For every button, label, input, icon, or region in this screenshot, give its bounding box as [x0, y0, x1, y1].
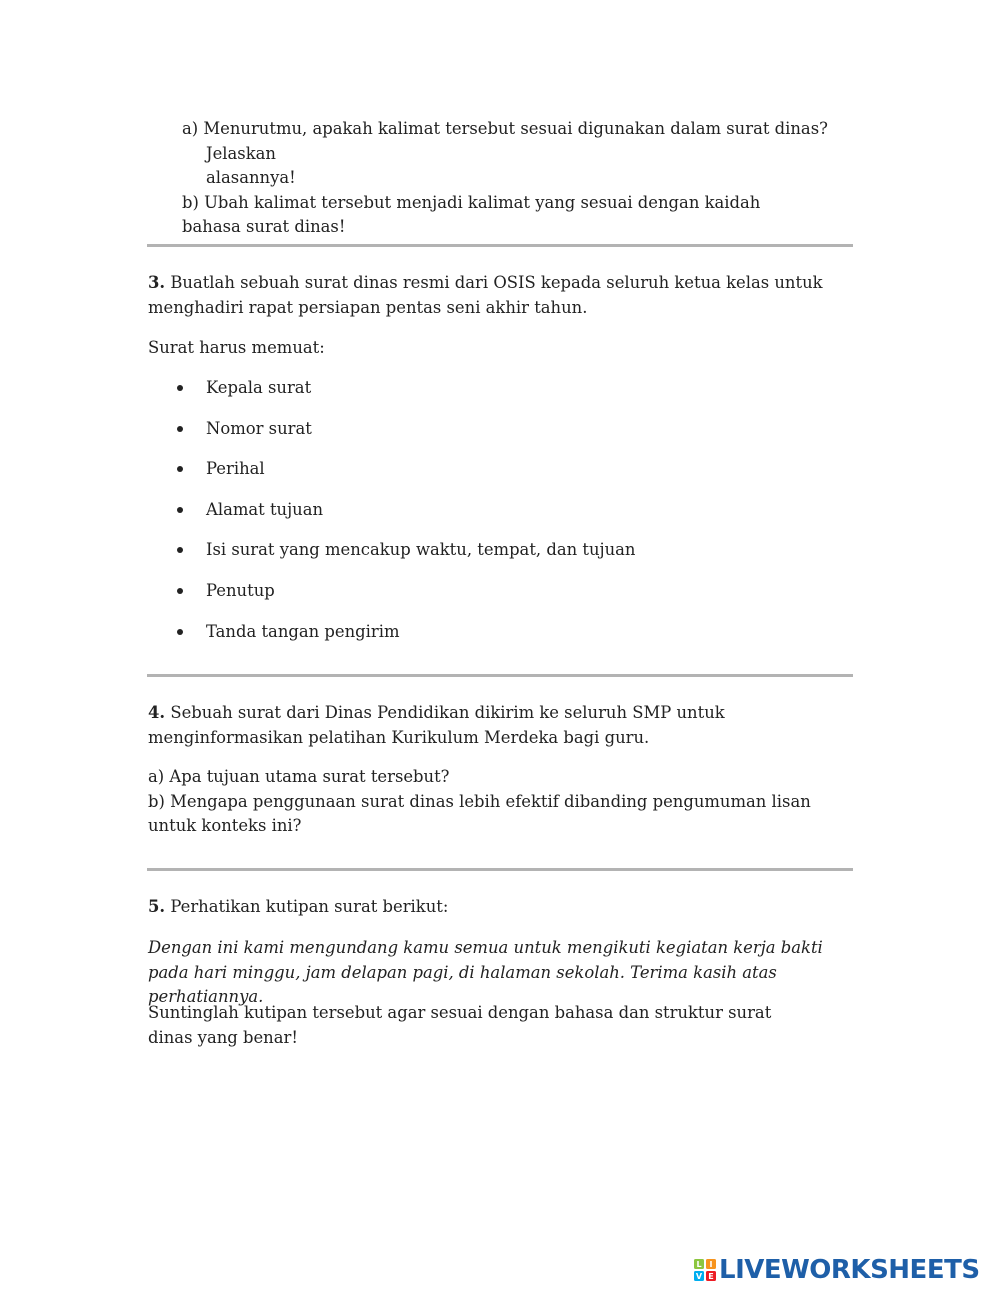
bullet-icon: [177, 629, 183, 635]
divider-3: [147, 868, 853, 871]
list-item-text: Nomor surat: [206, 418, 312, 438]
list-item-text: Alamat tujuan: [206, 499, 324, 519]
question-5-quote-text: Dengan ini kami mengundang kamu semua untuk mengikuti kegiatan kerja bakti pada hari minggu, jam delapan pagi, di halaman sekolah. Terima kasih atas perhatiannya.: [148, 938, 823, 1006]
question-3-requirements-list: [148, 376, 635, 660]
list-item: [148, 457, 635, 498]
list-item: [148, 579, 635, 620]
question-4-number: 4.: [148, 703, 166, 722]
question-5-text: [148, 895, 860, 920]
svg-text:L: L: [696, 1260, 702, 1269]
list-item: [148, 498, 635, 539]
list-item: [148, 376, 635, 417]
svg-text:E: E: [708, 1272, 714, 1281]
bullet-icon: [177, 507, 183, 513]
svg-text:V: V: [695, 1272, 703, 1281]
question-5-quote: [148, 936, 848, 1010]
svg-text:I: I: [709, 1260, 713, 1269]
question-5-instruction: Suntinglah kutipan tersebut agar sesuai dengan bahasa dan struktur surat dinas yang benar!: [148, 1003, 772, 1047]
bullet-icon: [177, 547, 183, 553]
bullet-icon: [177, 426, 183, 432]
liveworksheets-logo: [694, 1256, 980, 1284]
question-2-subparts: [182, 117, 854, 240]
list-item: [148, 417, 635, 458]
question-4-subparts: [148, 765, 818, 839]
divider-1: [147, 244, 853, 247]
question-3-number: 3.: [148, 273, 166, 292]
question-3-prompt: Buatlah sebuah surat dinas resmi dari OSIS kepada seluruh ketua kelas untuk menghadiri rapat persiapan pentas seni akhir tahun.: [148, 273, 823, 317]
liveworksheets-logo-icon: [694, 1259, 716, 1281]
list-item-text: Perihal: [206, 459, 265, 479]
bullet-icon: [177, 385, 183, 391]
list-item-text: Kepala surat: [206, 378, 312, 397]
question-4-prompt: Sebuah surat dari Dinas Pendidikan dikirim ke seluruh SMP untuk menginformasikan pelatihan Kurikulum Merdeka bagi guru.: [148, 703, 725, 747]
question-4-part-a: a) Apa tujuan utama surat tersebut?: [148, 767, 450, 786]
question-2-part-b: b) Ubah kalimat tersebut menjadi kalimat yang sesuai dengan kaidah bahasa surat dinas!: [182, 192, 761, 236]
question-3-lead: Surat harus memuat:: [148, 338, 325, 357]
question-2-part-a-line2: alasannya!: [206, 168, 296, 187]
question-4-part-b: b) Mengapa penggunaan surat dinas lebih efektif dibanding pengumuman lisan untuk konteks ini?: [148, 791, 811, 835]
list-item-text: Penutup: [206, 580, 275, 600]
divider-2: [147, 674, 853, 677]
question-5-number: 5.: [148, 897, 166, 916]
list-item: [148, 538, 635, 579]
list-item-text: Tanda tangan pengirim: [206, 621, 400, 641]
question-4-text: [148, 701, 860, 750]
bullet-icon: [177, 466, 183, 472]
question-3-text: [148, 271, 860, 320]
question-2-part-a: [182, 117, 854, 191]
question-2-part-a-line1: a) Menurutmu, apakah kalimat tersebut sesuai digunakan dalam surat dinas? Jelaskan: [182, 119, 828, 163]
bullet-icon: [177, 588, 183, 594]
list-item: [148, 620, 635, 661]
list-item-text: Isi surat yang mencakup waktu, tempat, dan tujuan: [206, 540, 636, 560]
question-5-prompt: Perhatikan kutipan surat berikut:: [170, 897, 449, 916]
liveworksheets-brand-text: LIVEWORKSHEETS: [719, 1255, 980, 1285]
